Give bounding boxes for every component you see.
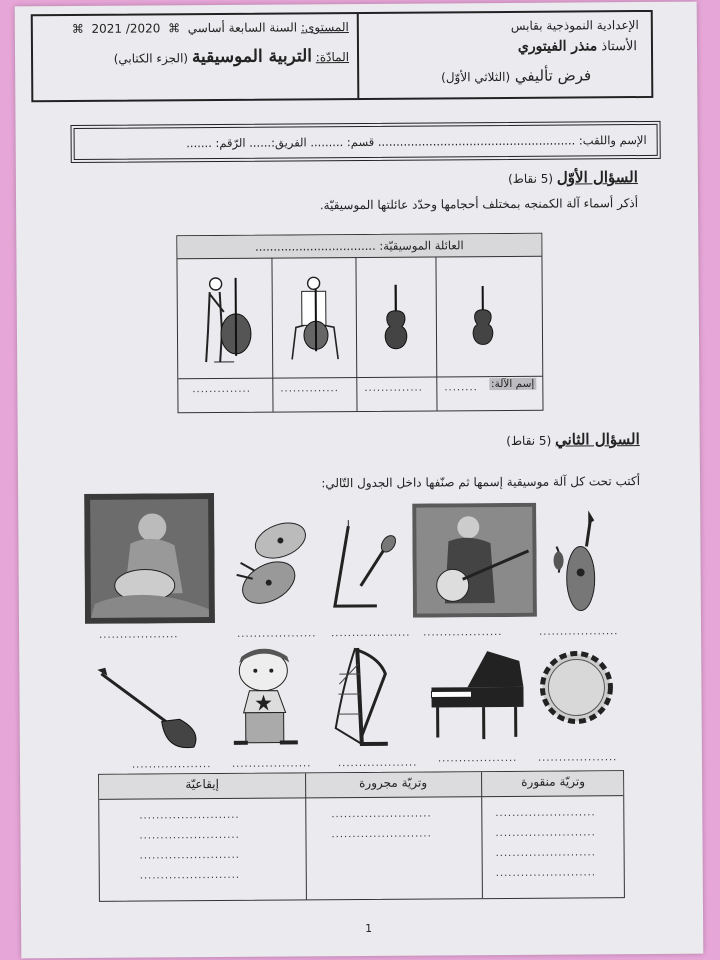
- drummer-photo-icon: [84, 493, 215, 624]
- q2-answer-blank[interactable]: ...................: [423, 627, 503, 639]
- q2-answer-blank[interactable]: ...................: [337, 757, 418, 770]
- q2-table-blank[interactable]: ........................: [495, 847, 596, 860]
- subject-value: التربية الموسيقية: [191, 46, 313, 68]
- level-label: المستوى:: [300, 20, 349, 35]
- exam-header: [31, 10, 654, 102]
- q1-title-line: [508, 168, 638, 187]
- q2-table-blank[interactable]: ........................: [495, 807, 596, 820]
- level-value: السنة السابعة أساسي: [187, 20, 298, 36]
- q2-instruction: أكتب تحت كل آلة موسيقية إسمها ثم صنّفها داخل الجدول التّالي:: [321, 474, 641, 491]
- q1-answer-blank[interactable]: ..............: [364, 382, 423, 394]
- saz-icon: [95, 665, 202, 756]
- q2-answer-blank[interactable]: ...................: [99, 629, 179, 641]
- oud-icon: [548, 506, 603, 614]
- q2-col-bowed: وتريّة مجرورة: [359, 775, 428, 791]
- q2-table-blank[interactable]: ........................: [331, 808, 432, 821]
- double-bass-icon: [194, 272, 261, 368]
- q2-table-blank[interactable]: ........................: [495, 827, 596, 840]
- q2-table-blank[interactable]: ........................: [495, 867, 597, 880]
- exam-sheet: [15, 2, 704, 959]
- q1-col-divider: [355, 257, 357, 411]
- teacher-line: [518, 38, 637, 55]
- q1-points: (5 نقاط): [507, 171, 554, 186]
- q2-table-blank[interactable]: ........................: [139, 869, 241, 882]
- q1-instruction: أذكر أسماء آلة الكمنجه بمختلف أحجامها وحدّد عائلتها الموسيقيّة.: [319, 196, 639, 213]
- subject-part: (الجزء الكتابي): [113, 51, 189, 66]
- subject-line: [114, 46, 350, 68]
- q2-classification-table: [98, 770, 625, 902]
- q1-name-label: إسم الآلة:: [490, 377, 535, 391]
- q2-answer-blank[interactable]: ...................: [231, 758, 312, 770]
- q2-col-plucked: وتريّة منقورة: [521, 774, 586, 789]
- q1-name-row: [178, 376, 542, 380]
- piano-icon: [427, 647, 528, 744]
- level-line: [72, 20, 349, 36]
- cello-icon: [282, 271, 349, 367]
- q1-answer-blank[interactable]: ..............: [192, 383, 251, 396]
- q2-table-blank[interactable]: ........................: [331, 828, 432, 841]
- teacher-label: الأستاذ: [601, 39, 638, 55]
- q1-answer-blank[interactable]: ........: [444, 382, 478, 394]
- q2-answer-blank[interactable]: ...................: [539, 626, 619, 638]
- exam-term: (الثلاثي الأوّل): [441, 69, 511, 85]
- school-name: الإعدادية النموذجية بقابس: [510, 18, 639, 33]
- q2-answer-blank[interactable]: ...................: [237, 628, 317, 640]
- exam-title-line: [441, 66, 591, 85]
- teacher-name: منذر الفيتوري: [517, 38, 598, 55]
- q2-answer-blank[interactable]: ...................: [331, 627, 411, 640]
- q1-family-label: العائلة الموسيقيّة: .................................: [177, 234, 541, 260]
- q2-table-blank[interactable]: ........................: [139, 829, 240, 842]
- banjo-player-photo-icon: [412, 503, 537, 618]
- page-number: 1: [365, 921, 373, 935]
- exam-title: فرض تأليفي: [514, 66, 592, 85]
- student-info-box: [74, 124, 658, 160]
- school-year: 2021 /2020: [91, 21, 161, 36]
- q1-col-divider: [435, 256, 437, 410]
- triangle-icon: [330, 516, 397, 614]
- q2-col-percussion: إيقاعيّة: [185, 776, 219, 792]
- q2-answer-blank[interactable]: ...................: [537, 752, 618, 764]
- violin-icon: [466, 284, 500, 348]
- year-mark-icon: ⌘: [71, 21, 88, 36]
- student-info-line: الإسم واللقب: ...................................................... قسم: ......... الفريق:...... الرّقم: .......: [186, 132, 647, 151]
- q1-col-divider: [271, 258, 273, 412]
- header-school-block: [357, 12, 652, 98]
- q2-title-line: [506, 430, 640, 449]
- subject-label: المادّة:: [315, 50, 350, 65]
- viola-icon: [378, 283, 414, 353]
- q1-answer-blank[interactable]: ..............: [280, 383, 339, 395]
- q2-title: السؤال الثاني: [554, 430, 640, 449]
- q2-points: (5 نقاط): [506, 433, 552, 448]
- cymbals-icon: [232, 512, 315, 613]
- q2-answer-blank[interactable]: ...................: [131, 759, 212, 771]
- q2-table-blank[interactable]: ........................: [139, 849, 240, 862]
- q1-title: السؤال الأوّل: [556, 168, 638, 187]
- header-subject-block: [33, 14, 360, 100]
- cajon-player-icon: [219, 648, 316, 753]
- harp-icon: [327, 644, 396, 752]
- year-mark-icon: ⌘: [164, 21, 184, 36]
- q2-table-blank[interactable]: ........................: [139, 809, 240, 822]
- q2-answer-blank[interactable]: ...................: [437, 752, 518, 765]
- q1-table: [176, 233, 543, 414]
- tambourine-icon: [537, 648, 616, 727]
